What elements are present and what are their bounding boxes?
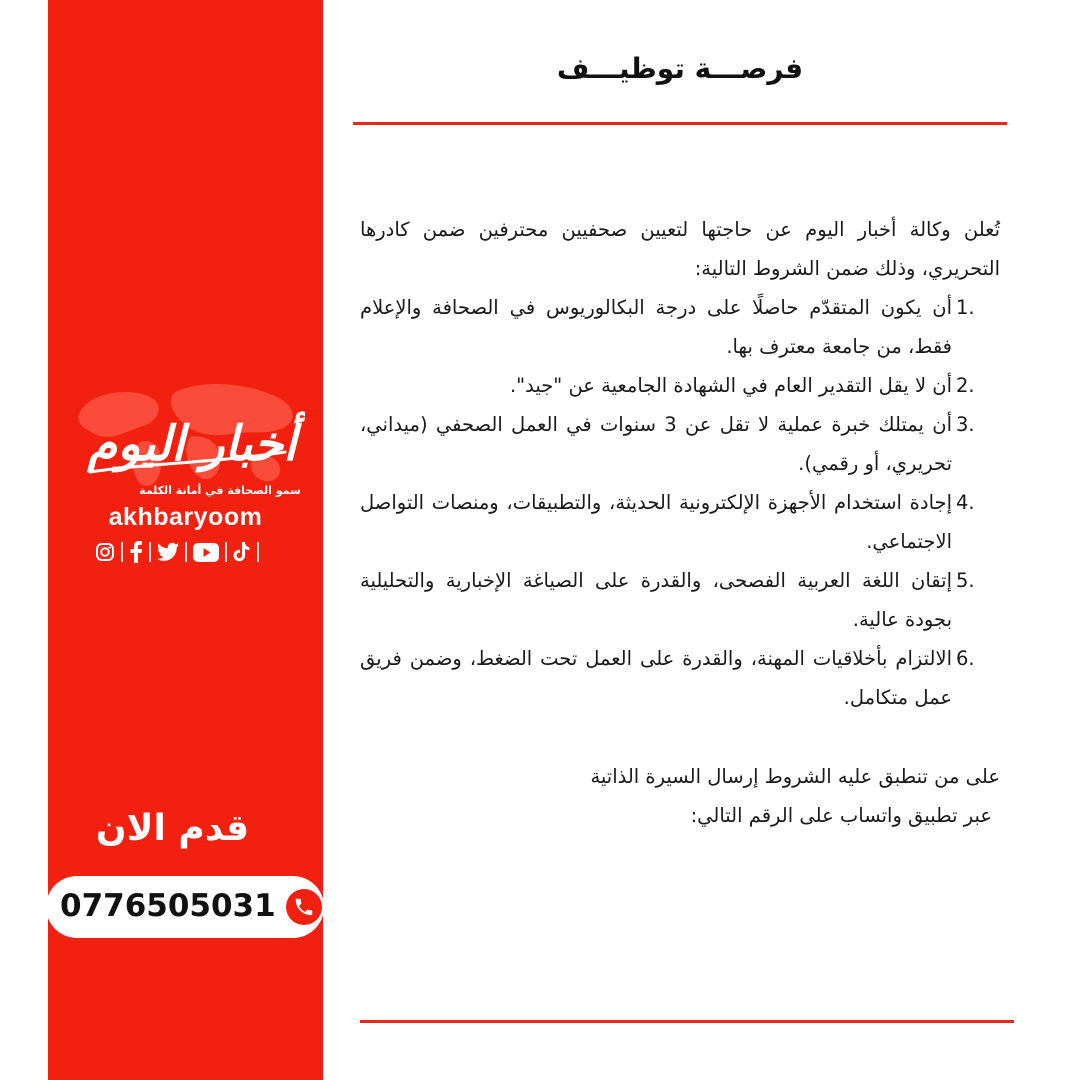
closing-note: [360, 757, 1000, 835]
divider: [225, 542, 227, 562]
item-number: 6.: [956, 647, 975, 670]
item-text: الالتزام بأخلاقيات المهنة، والقدرة على العمل تحت الضغط، وضمن فريق عمل متكامل.: [360, 647, 952, 709]
logo-wordmark: أخبار اليوم: [87, 416, 297, 472]
tiktok-icon[interactable]: [233, 542, 251, 562]
phone-pill[interactable]: [46, 876, 324, 938]
twitter-icon[interactable]: [157, 542, 179, 562]
list-item: [360, 639, 1000, 717]
brand-handle: akhbaryoom: [108, 503, 263, 531]
instagram-icon[interactable]: [95, 542, 115, 562]
item-number: 5.: [956, 569, 975, 592]
closing-line-1: على من تنطبق عليه الشروط إرسال السيرة الذاتية: [590, 765, 1000, 788]
item-number: 4.: [956, 491, 975, 514]
apply-now-heading: قدم الان: [95, 808, 250, 849]
divider: [149, 542, 151, 562]
closing-line-2: عبر تطبيق واتساب على الرقم التالي:: [690, 804, 992, 827]
divider: [185, 542, 187, 562]
phone-number[interactable]: 0776505031: [60, 888, 276, 924]
item-text: إجادة استخدام الأجهزة الإلكترونية الحديثة، والتطبيقات، ومنصات التواصل الاجتماعي.: [360, 491, 952, 553]
list-item: [360, 483, 1000, 561]
youtube-icon[interactable]: [193, 543, 219, 562]
item-text: أن لا يقل التقدير العام في الشهادة الجامعية عن "جيد".: [509, 374, 952, 397]
divider: [257, 542, 259, 562]
phone-icon[interactable]: [286, 889, 322, 925]
job-description: [360, 210, 1000, 835]
social-links: [95, 539, 265, 565]
logo-tagline: سمو الصحافة في أمانة الكلمة: [139, 484, 301, 497]
requirements-list: [360, 288, 1000, 717]
list-item: [360, 561, 1000, 639]
intro-paragraph: تُعلن وكالة أخبار اليوم عن حاجتها لتعيين صحفيين محترفين ضمن كادرها التحريري، وذلك ضمن الشروط التالية:: [360, 218, 1000, 280]
divider-top: [353, 122, 1007, 125]
divider-bottom: [360, 1020, 1014, 1023]
item-text: إتقان اللغة العربية الفصحى، والقدرة على الصياغة الإخبارية والتحليلية بجودة عالية.: [360, 569, 952, 631]
brand-logo: [70, 372, 305, 507]
item-text: أن يمتلك خبرة عملية لا تقل عن 3 سنوات في العمل الصحفي (ميداني، تحريري، أو رقمي).: [360, 413, 952, 475]
divider: [121, 542, 123, 562]
item-text: أن يكون المتقدّم حاصلًا على درجة البكالوريوس في الصحافة والإعلام فقط، من جامعة معترف بها.: [360, 296, 952, 358]
list-item: [360, 405, 1000, 483]
list-item: [360, 288, 1000, 366]
item-number: 2.: [956, 374, 975, 397]
facebook-icon[interactable]: [129, 541, 143, 563]
item-number: 1.: [956, 296, 975, 319]
list-item: [360, 366, 1000, 405]
item-number: 3.: [956, 413, 975, 436]
page-title: فرصـــة توظيـــف: [556, 52, 804, 85]
